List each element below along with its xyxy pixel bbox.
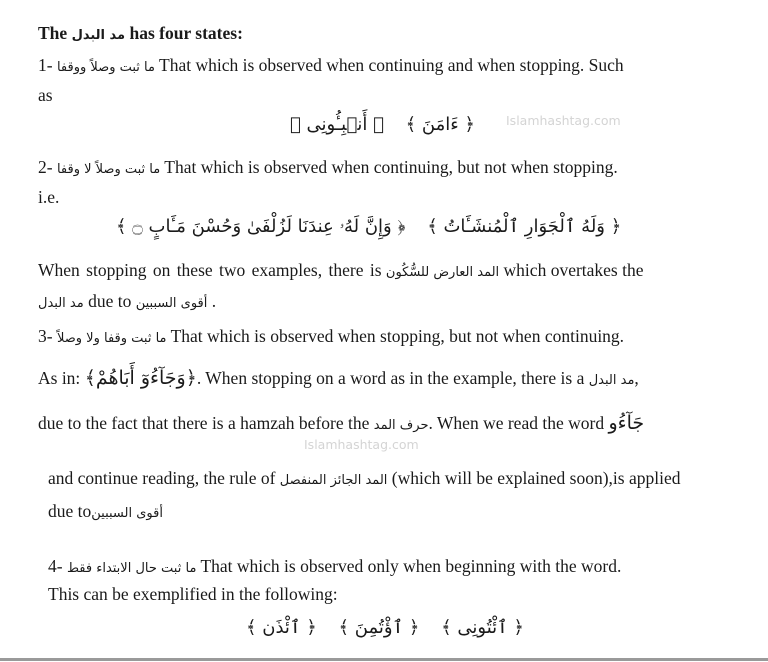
state-3-text: That which is observed when stopping, but not when continuing. — [170, 326, 625, 346]
state-4-arabic: ما ثبت حال الابتداء فقط — [66, 561, 197, 576]
arabic-madd-badal: مد البدل — [588, 373, 635, 388]
state-1-arabic: ما ثبت وصلاً ووقفا — [56, 60, 155, 75]
note-arabic-badal: مد البدل — [38, 296, 84, 311]
state-3-text: When stopping on a word as in the example, there is a — [205, 368, 585, 388]
state-3-example-line: As in: ﴿وَجَآءُوٓ أَبَاهُمْ﴾. When stopping on a word as in the example, there is a مد البدل, — [38, 367, 639, 392]
state-3-line-4 — [48, 467, 680, 492]
state-2-number: 2- — [38, 157, 53, 177]
verse-example: ﴿ ٱئْتُونِى ﴾ — [441, 617, 524, 638]
state-1-continuation: as — [38, 85, 53, 105]
heading-post: has four states: — [129, 23, 243, 43]
state-3-line-5 — [48, 500, 163, 525]
note-text: which overtakes the — [503, 260, 644, 280]
verse-example: ﴿ ٱؤْتُمِنَ ﴾ — [338, 617, 420, 638]
state-4-number: 4- — [48, 556, 63, 576]
watermark: Islamhashtag.com — [304, 437, 419, 452]
state-3-number: 3- — [38, 326, 53, 346]
arabic-harf-madd: حرف المد — [373, 418, 429, 433]
state-4-continuation: This can be exemplified in the following: — [48, 584, 338, 604]
state-4-examples — [238, 617, 532, 638]
state-2-line — [38, 156, 618, 181]
state-2-continuation: i.e. — [38, 187, 60, 207]
state-2-examples — [108, 216, 629, 237]
verse-example: ﴿ أَنۢبِـُٔونِى ﴾ — [290, 114, 384, 135]
state-3-text: (which will be explained soon),is applied — [391, 468, 681, 488]
arabic-reason: أقوى السببين — [91, 506, 163, 521]
state-4-line — [48, 555, 621, 580]
note-text: When stopping on these two examples, there is — [38, 260, 382, 280]
state-3-text: due to the fact that there is a hamzah before the — [38, 413, 370, 433]
as-in-label: As in: — [38, 368, 81, 388]
arabic-word-jaau: جَآءُو — [608, 412, 645, 434]
page-heading — [38, 22, 243, 47]
note-arabic-aarid: المد العارض للسُّكُون — [385, 265, 500, 280]
note-arabic-reason: أقوى السببين — [135, 296, 208, 311]
state-3-text: due to — [48, 501, 92, 521]
state-3-line — [38, 325, 624, 350]
inline-verse: ﴿وَجَآءُوٓ أَبَاهُمْ﴾ — [84, 367, 197, 389]
state-2-text: That which is observed when continuing, but not when stopping. — [164, 157, 618, 177]
state-3-arabic: ما ثبت وقفا ولا وصلاً — [56, 331, 167, 346]
heading-pre: The — [38, 23, 68, 43]
note-text: . — [211, 291, 217, 311]
verse-example: ﴿ ٱئْذَن ﴾ — [246, 617, 317, 638]
note-text: due to — [88, 291, 132, 311]
verse-example: ﴿ ءَامَنَ ﴾ — [405, 114, 475, 135]
state-3-text: and continue reading, the rule of — [48, 468, 276, 488]
state-3-text: . When we read the word — [428, 413, 605, 433]
verse-example: ﴿ وَإِنَّ لَهُۥ عِندَنَا لَزُلْفَىٰ وَحُسْنَ مَـَٔابٍ ۝ ﴾ — [116, 216, 406, 237]
state-4-text: That which is observed only when beginning with the word. — [200, 556, 622, 576]
state-1-number: 1- — [38, 55, 53, 75]
verse-example: ﴿ وَلَهُ ٱلْجَوَارِ ٱلْمُنشَـَٔاتُ ﴾ — [427, 216, 622, 237]
state-1-examples — [282, 114, 483, 135]
punct: , — [634, 368, 639, 388]
page-bottom-rule — [0, 658, 768, 661]
state-1-line — [38, 54, 624, 79]
state-2-note-cont — [38, 290, 216, 315]
arabic-madd-jaiz: المد الجائز المنفصل — [279, 473, 388, 488]
state-2-arabic: ما ثبت وصلاً لا وقفا — [56, 162, 161, 177]
state-2-note — [38, 259, 702, 284]
state-1-text: That which is observed when continuing and when stopping. Such — [159, 55, 624, 75]
watermark: Islamhashtag.com — [506, 113, 621, 128]
state-3-line-3 — [38, 412, 644, 437]
heading-arabic: مد البدل — [71, 28, 126, 43]
